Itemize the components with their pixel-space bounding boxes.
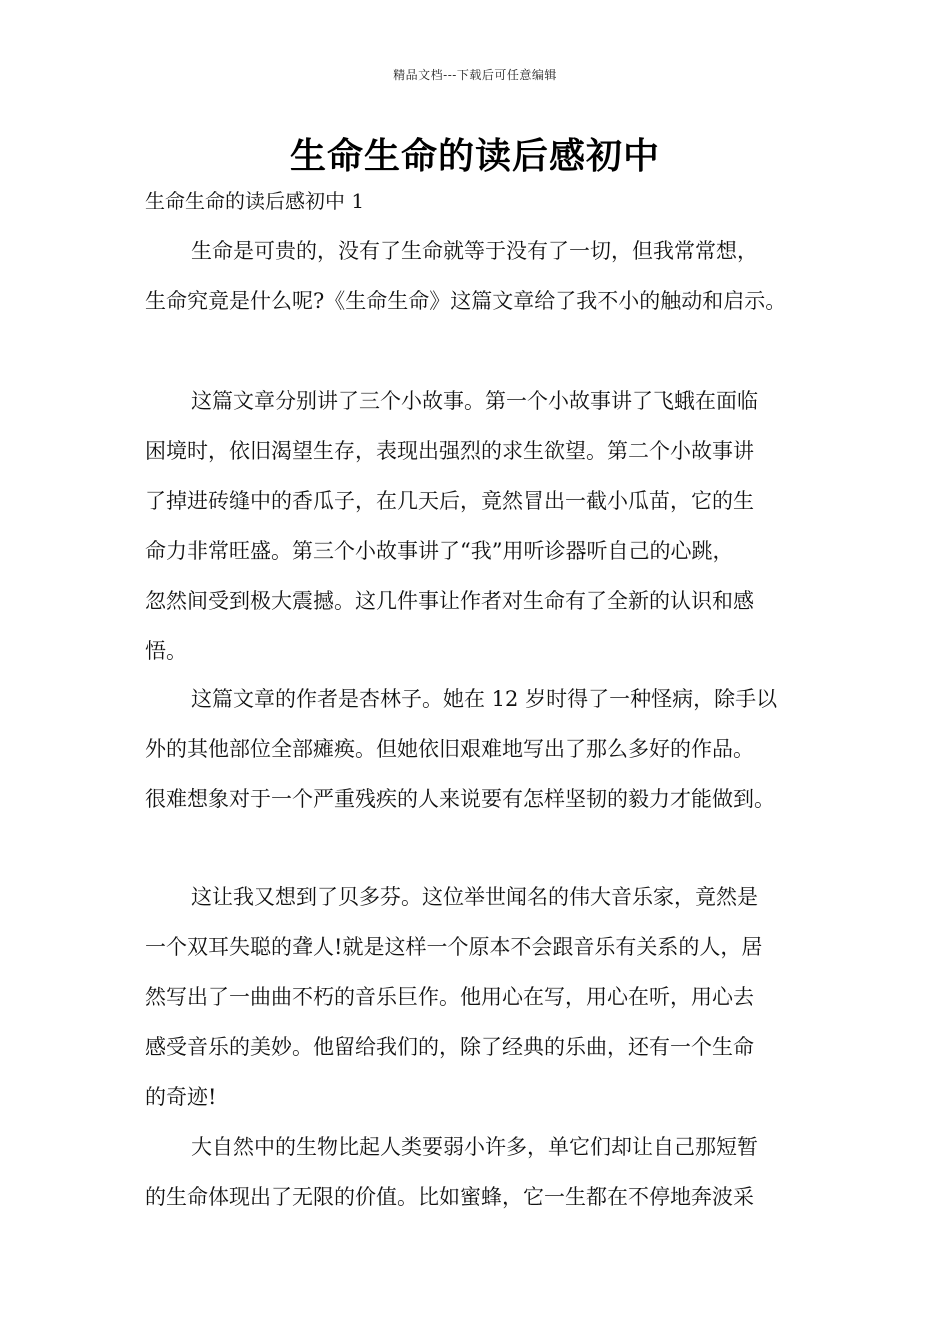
- paragraph-line: 困境时，依旧渴望生存，表现出强烈的求生欲望。第二个小故事讲: [145, 439, 754, 463]
- paragraph-line: 一个双耳失聪的聋人!就是这样一个原本不会跟音乐有关系的人，居: [145, 935, 763, 959]
- paragraph-4: [145, 872, 815, 1122]
- paragraph-line: 悟。: [145, 639, 187, 663]
- paragraph-line: 的生命体现出了无限的价值。比如蜜蜂，它一生都在不停地奔波采: [145, 1185, 754, 1209]
- paragraph-3: [145, 674, 815, 824]
- paragraph-line: 很难想象对于一个严重残疾的人来说要有怎样坚韧的毅力才能做到。: [145, 787, 775, 811]
- paragraph-1: [145, 226, 815, 326]
- paragraph-line: 外的其他部位全部瘫痪。但她依旧艰难地写出了那么多好的作品。: [145, 737, 754, 761]
- paragraph-line: 的奇迹!: [145, 1085, 217, 1109]
- paragraph-line: 了掉进砖缝中的香瓜子，在几天后，竟然冒出一截小瓜苗，它的生: [145, 489, 754, 513]
- paragraph-5: [145, 1122, 815, 1222]
- section-subtitle: 生命生命的读后感初中 1: [145, 189, 365, 213]
- paragraph-2: [145, 376, 815, 676]
- paragraph-line: 生命是可贵的，没有了生命就等于没有了一切，但我常常想，: [191, 239, 758, 263]
- paragraph-line: 大自然中的生物比起人类要弱小许多，单它们却让自己那短暂: [191, 1135, 758, 1159]
- paragraph-line: 命力非常旺盛。第三个小故事讲了“我”用听诊器听自己的心跳，: [145, 539, 734, 563]
- paragraph-line: 然写出了一曲曲不朽的音乐巨作。他用心在写，用心在听，用心去: [145, 985, 754, 1009]
- header-note: 精品文档---下载后可任意编辑: [393, 68, 557, 82]
- paragraph-line: 这让我又想到了贝多芬。这位举世闻名的伟大音乐家，竟然是: [191, 885, 758, 909]
- paragraph-line: 生命究竟是什么呢?《生命生命》这篇文章给了我不小的触动和启示。: [145, 289, 787, 313]
- paragraph-line: 这篇文章分别讲了三个小故事。第一个小故事讲了飞蛾在面临: [191, 389, 758, 413]
- paragraph-line: 感受音乐的美妙。他留给我们的，除了经典的乐曲，还有一个生命: [145, 1035, 754, 1059]
- document-title: 生命生命的读后感初中: [289, 136, 660, 177]
- paragraph-line: 忽然间受到极大震撼。这几件事让作者对生命有了全新的认识和感: [145, 589, 754, 613]
- paragraph-line: 这篇文章的作者是杏林子。她在 12 岁时得了一种怪病，除手以: [191, 687, 778, 711]
